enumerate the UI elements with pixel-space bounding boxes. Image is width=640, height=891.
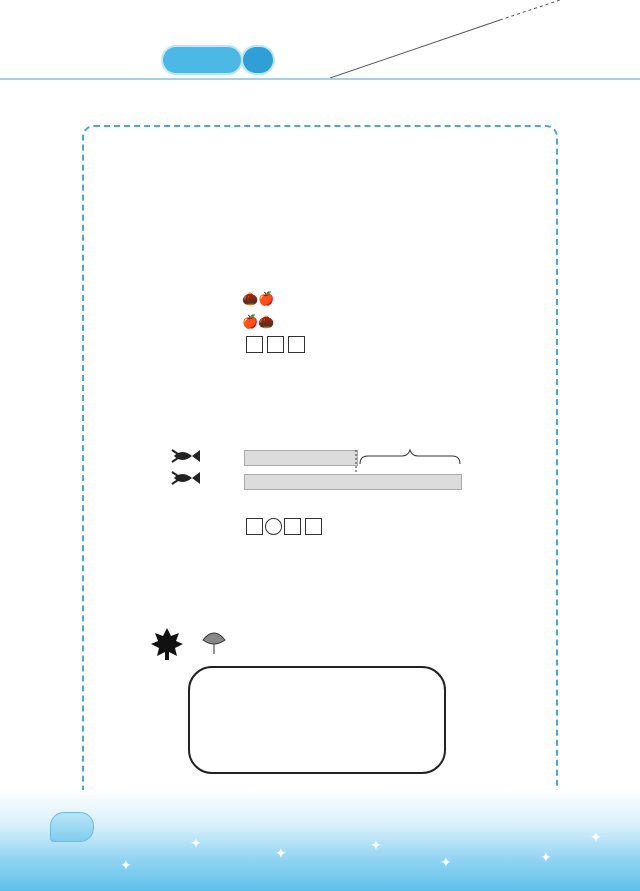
answer-box: [288, 336, 305, 353]
mangosteen-icon: 🌰: [242, 292, 259, 307]
subtraction-boxes: [246, 336, 305, 353]
volume-badge: [243, 47, 273, 73]
answer-box: [284, 518, 301, 535]
sparkle-icon: ✦: [590, 830, 602, 846]
header-rule: [0, 78, 640, 80]
fruit-comparison-figure: [228, 244, 428, 290]
answer-box: [246, 518, 263, 535]
sparkle-icon: ✦: [120, 858, 132, 874]
answer-box: [246, 336, 263, 353]
apple-icon: 🍎: [258, 292, 275, 307]
header-decoration: [330, 0, 640, 80]
sparkle-icon: ✦: [440, 855, 452, 871]
sparkle-icon: ✦: [275, 846, 287, 862]
goldfish-icons: [170, 446, 210, 490]
operator-circle: [265, 518, 282, 535]
equation-boxes: [246, 518, 322, 535]
mangosteen-icon: 🌰: [258, 315, 275, 330]
leaf-picture-box: [188, 666, 446, 774]
page-footer: [0, 790, 640, 891]
maple-leaf-icon: [150, 626, 184, 660]
sparkle-icon: ✦: [540, 850, 552, 866]
red-goldfish-icon: [172, 450, 200, 462]
page-number: [50, 812, 94, 842]
sparkle-icon: ✦: [190, 836, 202, 852]
sparkle-icon: ✦: [370, 838, 382, 854]
grade-badge: [163, 47, 241, 73]
compare-row-2: [242, 315, 274, 330]
black-goldfish-bar: [244, 474, 462, 490]
compare-row-1: [242, 292, 274, 307]
answer-box: [305, 518, 322, 535]
ginkgo-leaf-icon: [200, 628, 228, 658]
black-goldfish-icon: [172, 472, 200, 484]
page-header: [0, 0, 640, 92]
answer-box: [267, 336, 284, 353]
red-goldfish-bar: [244, 450, 358, 466]
leaf-collection: [190, 668, 444, 772]
apple-icon: 🍎: [242, 315, 259, 330]
difference-brace: [354, 444, 464, 474]
